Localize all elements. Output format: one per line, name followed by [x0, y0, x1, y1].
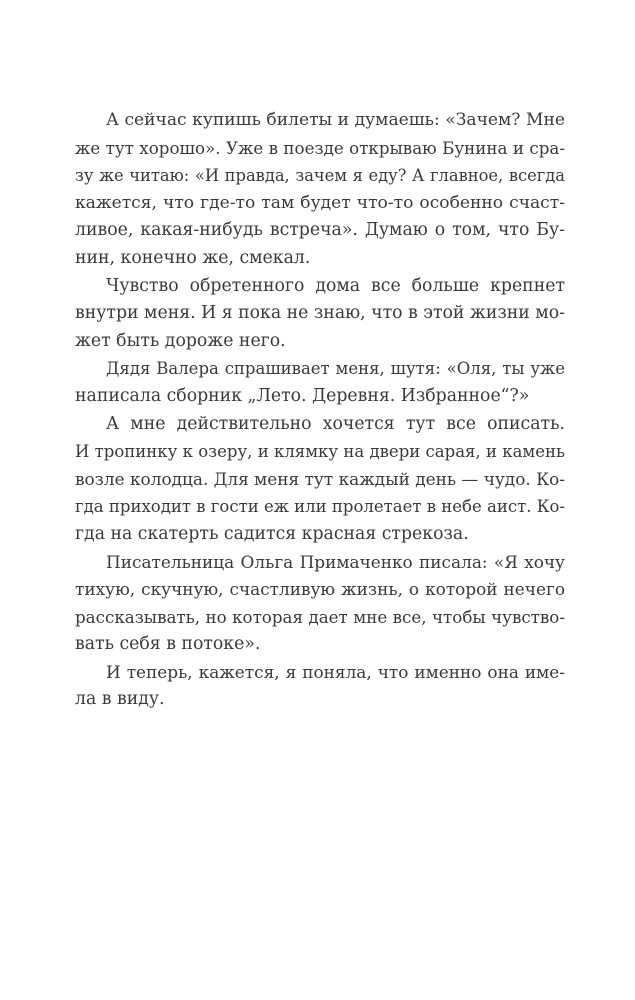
- paragraph: [75, 107, 565, 273]
- paragraph: [75, 659, 565, 714]
- text-line: Писательница Ольга Примаченко писала: «Я хочу: [106, 551, 565, 572]
- text-line: ливое, какая-нибудь встреча». Думаю о том, что Бу-: [75, 220, 565, 241]
- text-line: же тут хорошо». Уже в поезде открываю Бунина и сра-: [75, 137, 565, 158]
- paragraph: [75, 549, 565, 659]
- text-line: написала сборник „Лето. Деревня. Избранное“?»: [75, 385, 530, 406]
- text-line: нин, конечно же, смекал.: [75, 247, 311, 268]
- text-line: И теперь, кажется, я поняла, что именно она име-: [106, 661, 565, 682]
- text-line: возле колодца. Для меня тут каждый день — чудо. Ко-: [75, 468, 566, 489]
- paragraph: [75, 355, 565, 410]
- text-line: зу же читаю: «И правда, зачем я еду? А главное, всегда: [75, 166, 565, 186]
- paragraph: [75, 411, 565, 549]
- text-line: А сейчас купишь билеты и думаешь: «Зачем? Мне: [106, 110, 565, 130]
- text-line: Чувство обретенного дома все больше крепнет: [106, 275, 565, 296]
- text-line: вать себя в потоке».: [75, 634, 261, 655]
- paragraph: [75, 273, 565, 356]
- text-line: гда приходит в гости еж или пролетает в небе аист. Ко-: [75, 497, 565, 517]
- text-line: Дядя Валера спрашивает меня, шутя: «Оля, ты уже: [106, 359, 565, 379]
- text-line: жет быть дороже него.: [75, 330, 286, 351]
- text-line: ла в виду.: [75, 689, 165, 710]
- text-line: внутри меня. И я пока не знаю, что в этой жизни мо-: [75, 303, 565, 324]
- text-line: А мне действительно хочется тут все описать.: [106, 413, 565, 434]
- text-line: гда на скатерть садится красная стрекоза.: [75, 523, 469, 544]
- book-page-text: [75, 107, 565, 714]
- text-line: рассказывать, но которая дает мне все, чтобы чувство-: [75, 606, 565, 627]
- text-line: кажется, что где-то там будет что-то особенно счаст-: [75, 192, 565, 213]
- text-line: И тропинку к озеру, и клямку на двери сарая, и камень: [75, 442, 565, 462]
- text-line: тихую, скучную, счастливую жизнь, о которой нечего: [75, 579, 565, 600]
